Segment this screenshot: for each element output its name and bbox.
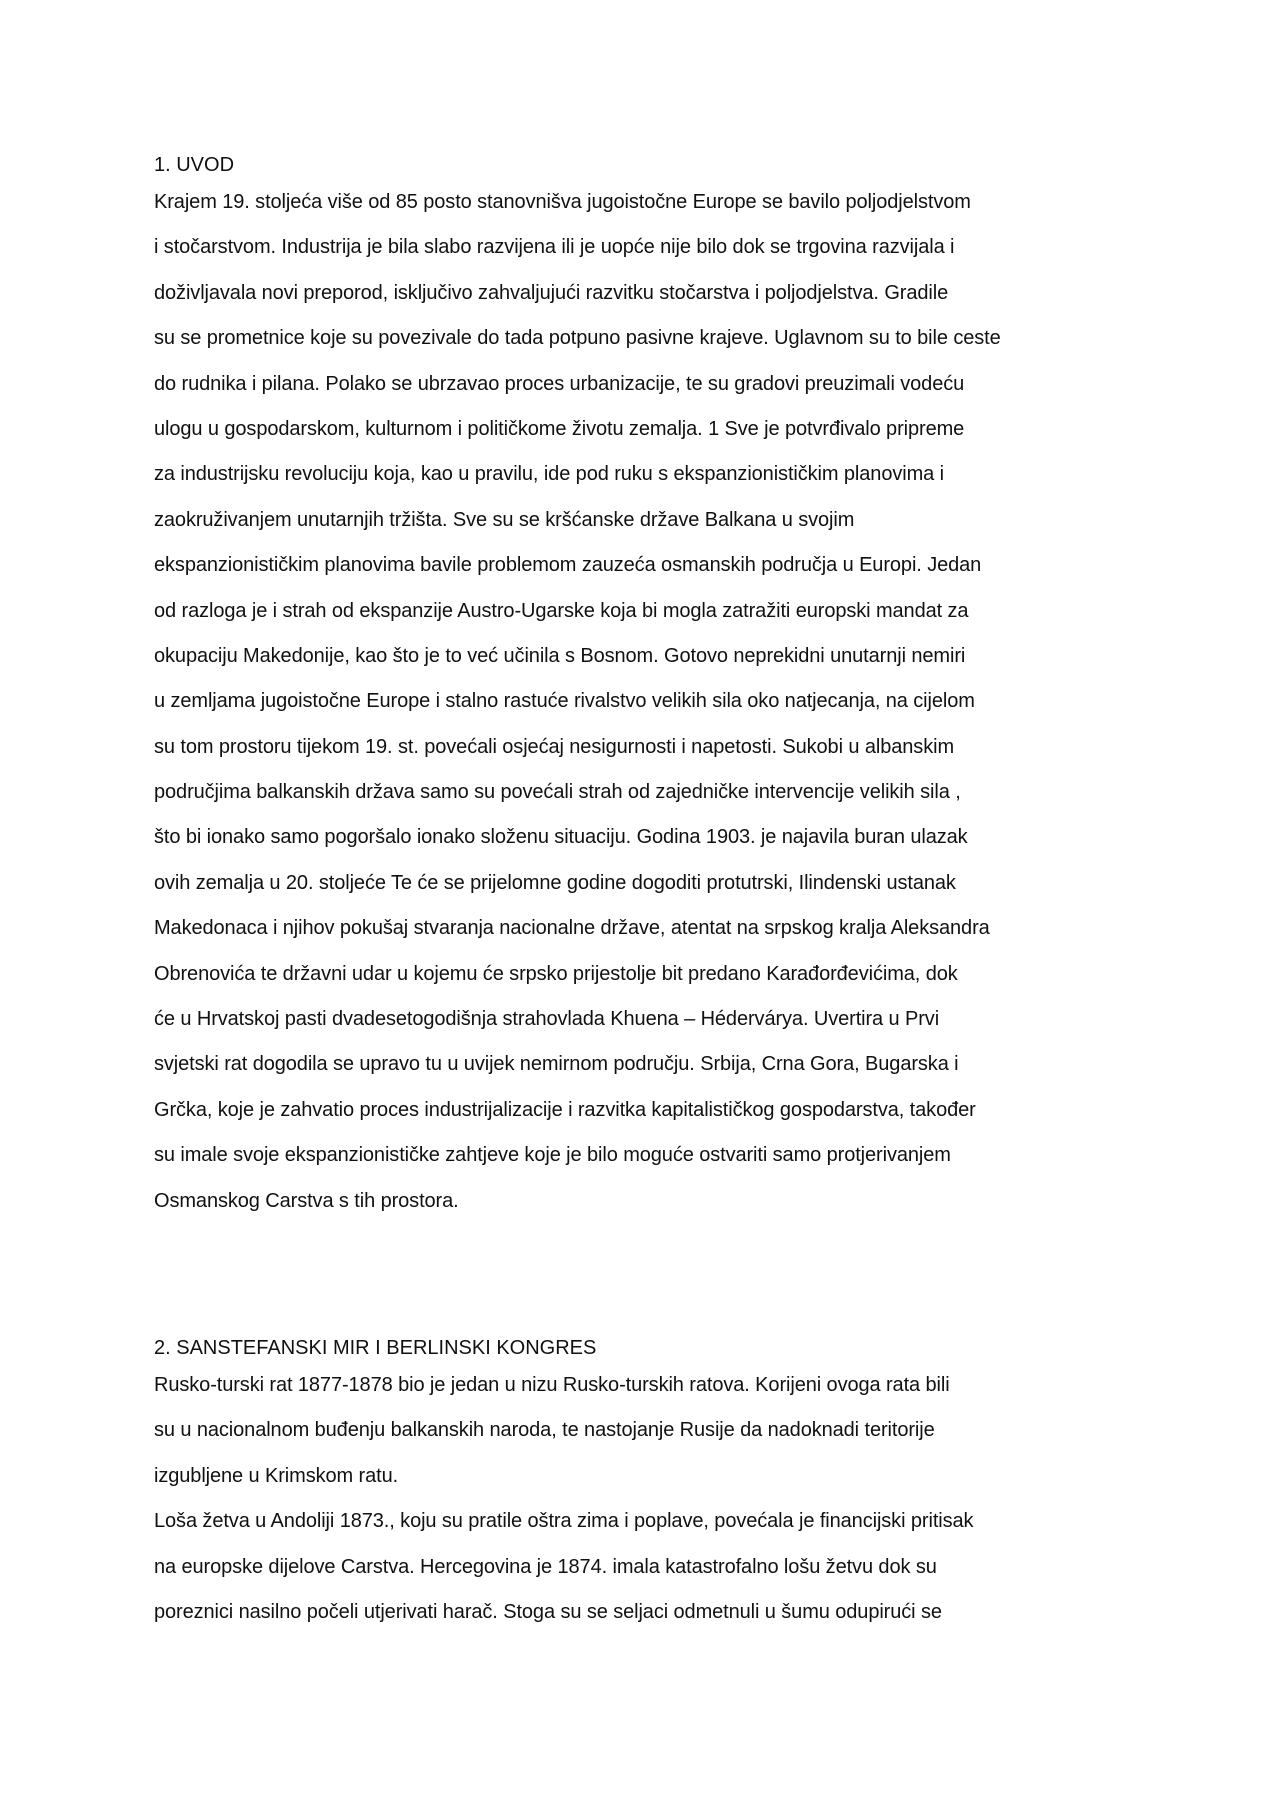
text-line: i stočarstvom. Industrija je bila slabo razvijena ili je uopće nije bilo dok se trgovina razvijala i: [154, 236, 955, 259]
text-line: Grčka, koje je zahvatio proces industrijalizacije i razvitka kapitalističkog gospodarstva, također: [154, 1098, 976, 1121]
text-line: u zemljama jugoistočne Europe i stalno rastuće rivalstvo velikih sila oko natjecanja, na cijelom: [154, 690, 975, 713]
text-line: za industrijsku revoluciju koja, kao u pravilu, ide pod ruku s ekspanzionističkim planovima i: [154, 463, 944, 486]
text-line: zaokruživanjem unutarnjih tržišta. Sve su se kršćanske države Balkana u svojim: [154, 508, 855, 531]
text-line: Osmanskog Carstva s tih prostora.: [154, 1189, 459, 1212]
text-line: Krajem 19. stoljeća više od 85 posto stanovnišva jugoistočne Europe se bavilo poljodjelstvom: [154, 191, 971, 213]
section-heading: 2. SANSTEFANSKI MIR I BERLINSKI KONGRES: [154, 1337, 597, 1359]
paragraph: [154, 180, 1084, 1224]
text-line: ekspanzionističkim planovima bavile problemom zauzeća osmanskih područja u Europi. Jedan: [154, 554, 982, 577]
text-line: su u nacionalnom buđenju balkanskih naroda, te nastojanje Rusije da nadoknadi teritorije: [154, 1419, 935, 1442]
text-line: Loša žetva u Andoliji 1873., koju su pratile oštra zima i poplave, povećala je financijski pritisak: [154, 1510, 974, 1533]
text-line: okupaciju Makedonije, kao što je to već učinila s Bosnom. Gotovo neprekidni unutarnji nemiri: [154, 644, 966, 667]
text-line: ovih zemalja u 20. stoljeće Te će se prijelomne godine dogoditi protutrski, Ilindenski ustanak: [154, 871, 956, 894]
section-uvod: [154, 150, 1084, 1224]
text-line: Rusko-turski rat 1877-1878 bio je jedan u nizu Rusko-turskih ratova. Korijeni ovoga rata bili: [154, 1374, 950, 1396]
text-line: do rudnika i pilana. Polako se ubrzavao proces urbanizacije, te su gradovi preuzimali vodeću: [154, 372, 965, 395]
text-line: Makedonaca i njihov pokušaj stvaranja nacionalne države, atentat na srpskog kralja Aleksandra: [154, 917, 990, 940]
text-line: su imale svoje ekspanzionističke zahtjeve koje je bilo moguće ostvariti samo protjerivanjem: [154, 1144, 951, 1167]
text-line: su tom prostoru tijekom 19. st. povećali osjećaj nesigurnosti i napetosti. Sukobi u albanskim: [154, 735, 954, 758]
text-line: svjetski rat dogodila se upravo tu u uvijek nemirnom području. Srbija, Crna Gora, Bugarska i: [154, 1053, 959, 1076]
text-line: na europske dijelove Carstva. Hercegovina je 1874. imala katastrofalno lošu žetvu dok su: [154, 1555, 937, 1578]
text-line: ulogu u gospodarskom, kulturnom i političkome životu zemalja. 1 Sve je potvrđivalo pripreme: [154, 417, 965, 440]
text-line: područjima balkanskih država samo su povećali strah od zajedničke intervencije velikih sila ,: [154, 781, 961, 804]
text-line: što bi ionako samo pogoršalo ionako složenu situaciju. Godina 1903. je najavila buran ulazak: [154, 826, 968, 849]
section-sanstefanski-mir: [154, 1333, 1084, 1635]
text-line: će u Hrvatskoj pasti dvadesetogodišnja strahovlada Khuena – Hédervárya. Uvertira u Prvi: [154, 1008, 940, 1031]
section-heading: 1. UVOD: [154, 154, 235, 176]
text-line: poreznici nasilno počeli utjerivati harač. Stoga su se seljaci odmetnuli u šumu odupirući se: [154, 1600, 942, 1623]
paragraph: [154, 1499, 1084, 1635]
text-line: izgubljene u Krimskom ratu.: [154, 1464, 399, 1487]
text-line: od razloga je i strah od ekspanzije Austro-Ugarske koja bi mogla zatražiti europski mandat za: [154, 599, 969, 622]
text-line: Obrenovića te državni udar u kojemu će srpsko prijestolje bit predano Karađorđevićima, dok: [154, 962, 958, 985]
paragraph: [154, 1363, 1084, 1499]
text-line: su se prometnice koje su povezivale do tada potpuno pasivne krajeve. Uglavnom su to bile ceste: [154, 327, 1001, 350]
text-line: doživljavala novi preporod, isključivo zahvaljujući razvitku stočarstva i poljodjelstva. Gradile: [154, 281, 949, 304]
